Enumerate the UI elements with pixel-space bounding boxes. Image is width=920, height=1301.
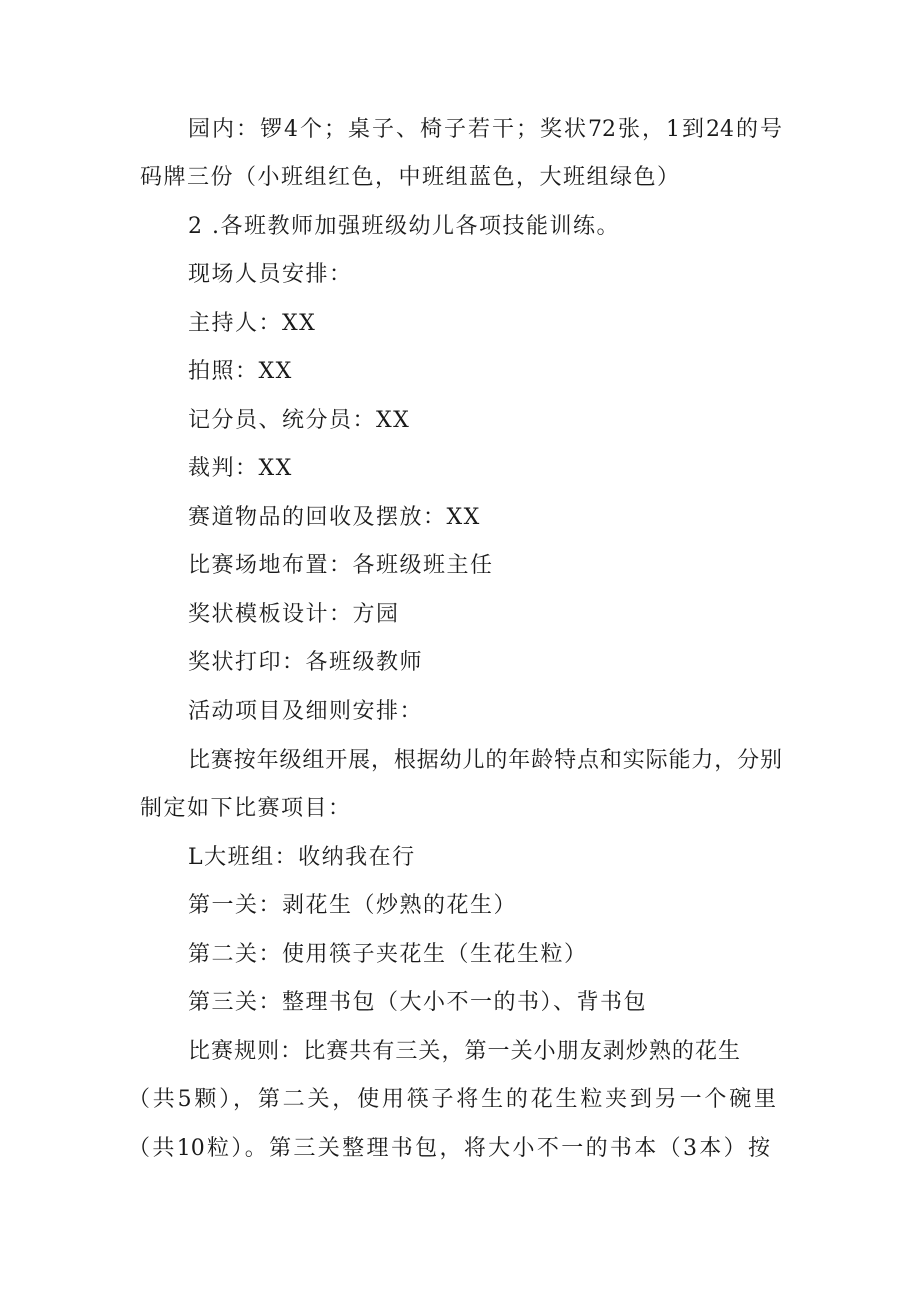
paragraph-line: （共10粒）。第三关整理书包，将大小不一的书本（3本）按 — [128, 1136, 770, 1161]
paragraph-line: 奖状模板设计：方园 — [188, 602, 400, 627]
paragraph-line: 奖状打印：各班级教师 — [188, 650, 424, 675]
paragraph-line: （共5颗），第二关，使用筷子将生的花生粒夹到另一个碗里 — [128, 1087, 776, 1112]
paragraph-line: 制定如下比赛项目： — [140, 796, 352, 821]
section-heading: 活动项目及细则安排： — [188, 699, 424, 724]
paragraph-line: 2 .各班教师加强班级幼儿各项技能训练。 — [188, 214, 620, 239]
paragraph-line: 第一关：剥花生（炒熟的花生） — [188, 893, 518, 918]
paragraph-line: 赛道物品的回收及摆放：XX — [188, 505, 481, 530]
paragraph-line: 裁判：XX — [188, 456, 293, 481]
paragraph-line: 码牌三份（小班组红色，中班组蓝色，大班组绿色） — [140, 165, 681, 190]
paragraph-line: L大班组：收纳我在行 — [188, 845, 416, 870]
paragraph-line: 主持人：XX — [188, 311, 317, 336]
paragraph-line: 记分员、统分员：XX — [188, 408, 411, 433]
paragraph-line: 比赛规则：比赛共有三关，第一关小朋友剥炒熟的花生 — [188, 1039, 740, 1064]
paragraph-line: 园内：锣4个；桌子、椅子若干；奖状72张，1到24的号 — [188, 117, 782, 142]
paragraph-line: 拍照：XX — [188, 359, 293, 384]
section-heading: 现场人员安排： — [188, 262, 353, 287]
paragraph-line: 比赛场地布置：各班级班主任 — [188, 553, 494, 578]
paragraph-line: 第三关：整理书包（大小不一的书）、背书包 — [188, 990, 648, 1015]
paragraph-line: 第二关：使用筷子夹花生（生花生粒） — [188, 942, 588, 967]
paragraph-line: 比赛按年级组开展，根据幼儿的年龄特点和实际能力，分别 — [188, 748, 782, 773]
